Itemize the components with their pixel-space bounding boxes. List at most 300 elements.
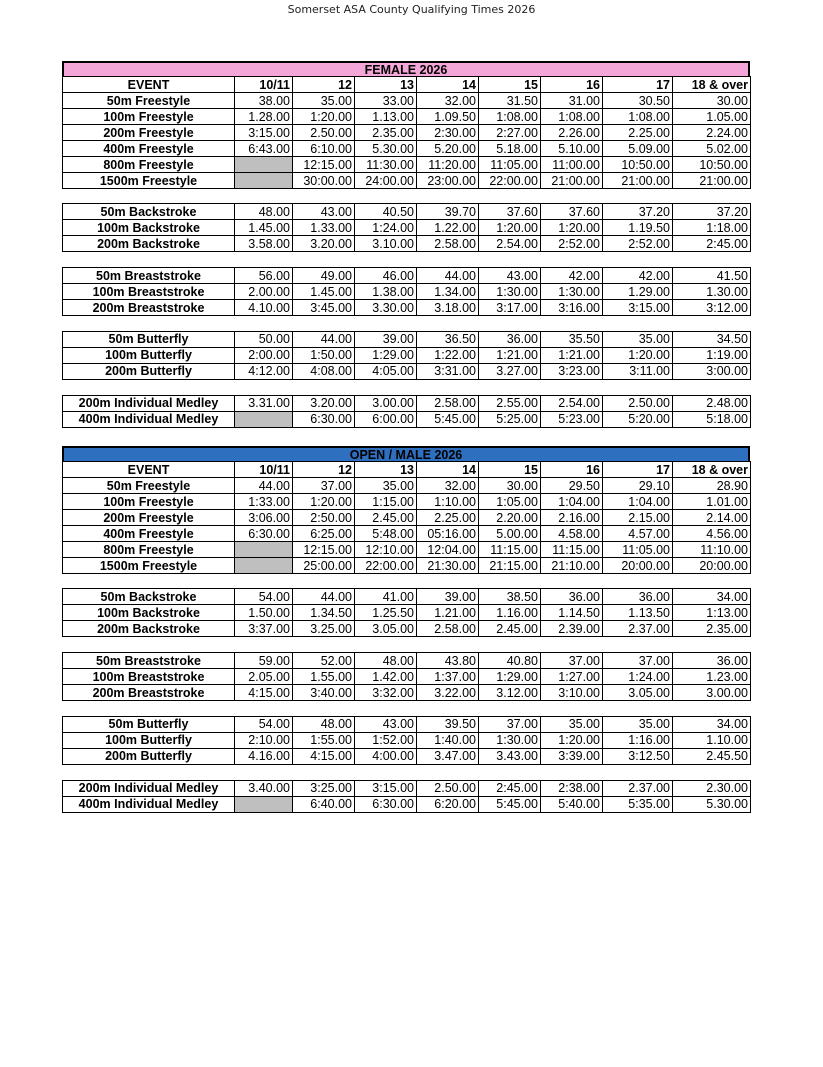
- table-row: [63, 780, 751, 796]
- column-header: 17: [603, 77, 673, 93]
- time-cell: 1.25.50: [355, 605, 417, 621]
- column-header: 18 & over: [673, 462, 751, 478]
- time-cell: 4.57.00: [603, 526, 673, 542]
- table-row: [63, 669, 751, 685]
- column-header: 17: [603, 462, 673, 478]
- event-name: 100m Breaststroke: [63, 669, 235, 685]
- time-cell: 1:19.00: [673, 347, 751, 363]
- time-cell: 5:48.00: [355, 526, 417, 542]
- event-name: 400m Freestyle: [63, 526, 235, 542]
- time-cell: 21:00.00: [603, 173, 673, 189]
- table-row: [63, 157, 751, 173]
- event-name: 100m Backstroke: [63, 605, 235, 621]
- time-cell: 46.00: [355, 268, 417, 284]
- time-cell: 3:12.00: [673, 300, 751, 316]
- time-cell: 2.45.00: [479, 621, 541, 637]
- table-row: [63, 558, 751, 574]
- header-row: [63, 462, 751, 478]
- time-cell: 37.00: [603, 653, 673, 669]
- table-row: [63, 347, 751, 363]
- time-cell: 36.00: [673, 653, 751, 669]
- time-cell: 1:27.00: [541, 669, 603, 685]
- time-cell: 39.00: [355, 331, 417, 347]
- time-cell: 3:37.00: [235, 621, 293, 637]
- time-cell: 3.31.00: [235, 395, 293, 411]
- time-cell: 4:05.00: [355, 363, 417, 379]
- time-cell: 3.12.00: [479, 685, 541, 701]
- time-cell: 1:04.00: [603, 494, 673, 510]
- time-cell: 36.00: [541, 589, 603, 605]
- time-cell: 35.00: [541, 716, 603, 732]
- time-cell: 3:31.00: [417, 363, 479, 379]
- time-cell: 59.00: [235, 653, 293, 669]
- time-cell: 20:00.00: [673, 558, 751, 574]
- time-cell: 2:00.00: [235, 347, 293, 363]
- event-name: 800m Freestyle: [63, 542, 235, 558]
- time-cell: 1:55.00: [293, 732, 355, 748]
- table-row: [63, 284, 751, 300]
- time-cell: 1:50.00: [293, 347, 355, 363]
- event-name: 50m Butterfly: [63, 716, 235, 732]
- time-cell: 3.05.00: [603, 685, 673, 701]
- time-cell: 39.70: [417, 204, 479, 220]
- time-cell: 3.00.00: [355, 395, 417, 411]
- time-cell: 54.00: [235, 716, 293, 732]
- event-name: 100m Breaststroke: [63, 284, 235, 300]
- time-cell: 2.58.00: [417, 395, 479, 411]
- table-row: [63, 732, 751, 748]
- time-cell: 54.00: [235, 589, 293, 605]
- time-cell: 37.00: [293, 478, 355, 494]
- time-cell: 1.45.00: [293, 284, 355, 300]
- table-row: [63, 93, 751, 109]
- table-row: [63, 236, 751, 252]
- time-cell: 37.20: [673, 204, 751, 220]
- table-row: [63, 331, 751, 347]
- time-cell: 3:06.00: [235, 510, 293, 526]
- time-cell: 4.56.00: [673, 526, 751, 542]
- time-cell: 29.50: [541, 478, 603, 494]
- table-row: [63, 748, 751, 764]
- event-name: 200m Breaststroke: [63, 685, 235, 701]
- time-cell: 5.30.00: [355, 141, 417, 157]
- time-cell: 10:50.00: [603, 157, 673, 173]
- event-name: 400m Individual Medley: [63, 796, 235, 812]
- time-cell: 6:20.00: [417, 796, 479, 812]
- time-cell: 20:00.00: [603, 558, 673, 574]
- time-cell: 10:50.00: [673, 157, 751, 173]
- time-cell: 2.26.00: [541, 125, 603, 141]
- time-cell: 2:38.00: [541, 780, 603, 796]
- time-cell: 1:24.00: [603, 669, 673, 685]
- time-cell: 1.13.00: [355, 109, 417, 125]
- time-cell: 6:30.00: [235, 526, 293, 542]
- column-header: 12: [293, 77, 355, 93]
- event-name: 1500m Freestyle: [63, 173, 235, 189]
- time-cell: 48.00: [355, 653, 417, 669]
- event-name: 50m Breaststroke: [63, 653, 235, 669]
- time-cell: 29.10: [603, 478, 673, 494]
- column-header: 14: [417, 77, 479, 93]
- time-cell: 4:15.00: [235, 685, 293, 701]
- table-row: [63, 268, 751, 284]
- time-cell: 41.00: [355, 589, 417, 605]
- time-cell: 1.34.50: [293, 605, 355, 621]
- time-cell: 2.05.00: [235, 669, 293, 685]
- time-cell: 21:00.00: [673, 173, 751, 189]
- time-cell: 3:15.00: [235, 125, 293, 141]
- time-cell: 1.34.00: [417, 284, 479, 300]
- document-title: Somerset ASA County Qualifying Times 2026: [287, 3, 536, 16]
- time-cell: 2.14.00: [673, 510, 751, 526]
- time-cell: 3:15.00: [355, 780, 417, 796]
- time-cell: 34.00: [673, 589, 751, 605]
- empty-cell: [235, 411, 293, 427]
- male-table-2: [62, 588, 751, 637]
- female-table-2: [62, 203, 751, 252]
- time-cell: 31.00: [541, 93, 603, 109]
- time-cell: 21:15.00: [479, 558, 541, 574]
- time-cell: 39.50: [417, 716, 479, 732]
- time-cell: 11:15.00: [479, 542, 541, 558]
- column-header: 12: [293, 462, 355, 478]
- time-cell: 1.23.00: [673, 669, 751, 685]
- time-cell: 1.10.00: [673, 732, 751, 748]
- table-row: [63, 494, 751, 510]
- time-cell: 1.14.50: [541, 605, 603, 621]
- time-cell: 12:15.00: [293, 157, 355, 173]
- time-cell: 38.00: [235, 93, 293, 109]
- time-cell: 11:10.00: [673, 542, 751, 558]
- time-cell: 1:22.00: [417, 347, 479, 363]
- column-header: EVENT: [63, 77, 235, 93]
- time-cell: 3.00.00: [673, 685, 751, 701]
- time-cell: 5.02.00: [673, 141, 751, 157]
- time-cell: 37.60: [541, 204, 603, 220]
- time-cell: 6:30.00: [293, 411, 355, 427]
- event-name: 400m Freestyle: [63, 141, 235, 157]
- time-cell: 2.37.00: [603, 780, 673, 796]
- time-cell: 2:30.00: [417, 125, 479, 141]
- time-cell: 24:00.00: [355, 173, 417, 189]
- time-cell: 35.00: [603, 716, 673, 732]
- time-cell: 1:13.00: [673, 605, 751, 621]
- event-name: 100m Backstroke: [63, 220, 235, 236]
- time-cell: 56.00: [235, 268, 293, 284]
- event-name: 100m Freestyle: [63, 109, 235, 125]
- time-cell: 1.19.50: [603, 220, 673, 236]
- time-cell: 21:00.00: [541, 173, 603, 189]
- table-row: [63, 605, 751, 621]
- time-cell: 3.20.00: [293, 395, 355, 411]
- time-cell: 25:00.00: [293, 558, 355, 574]
- time-cell: 3.27.00: [479, 363, 541, 379]
- time-cell: 6:10.00: [293, 141, 355, 157]
- table-row: [63, 526, 751, 542]
- table-row: [63, 125, 751, 141]
- time-cell: 1.09.50: [417, 109, 479, 125]
- time-cell: 2.48.00: [673, 395, 751, 411]
- time-cell: 3.43.00: [479, 748, 541, 764]
- table-row: [63, 716, 751, 732]
- time-cell: 2:45.00: [479, 780, 541, 796]
- male-table-3: [62, 652, 751, 701]
- table-row: [63, 363, 751, 379]
- table-row: [63, 411, 751, 427]
- time-cell: 2.50.00: [417, 780, 479, 796]
- time-cell: 43.00: [293, 204, 355, 220]
- female-table-1: [62, 76, 751, 189]
- event-name: 200m Backstroke: [63, 621, 235, 637]
- time-cell: 3.05.00: [355, 621, 417, 637]
- event-name: 400m Individual Medley: [63, 411, 235, 427]
- time-cell: 36.00: [603, 589, 673, 605]
- time-cell: 5:20.00: [603, 411, 673, 427]
- time-cell: 5.18.00: [479, 141, 541, 157]
- time-cell: 2.15.00: [603, 510, 673, 526]
- time-cell: 1:20.00: [293, 494, 355, 510]
- empty-cell: [235, 157, 293, 173]
- time-cell: 2.45.50: [673, 748, 751, 764]
- table-row: [63, 510, 751, 526]
- time-cell: 37.20: [603, 204, 673, 220]
- time-cell: 1.50.00: [235, 605, 293, 621]
- time-cell: 2.00.00: [235, 284, 293, 300]
- event-name: 200m Freestyle: [63, 510, 235, 526]
- time-cell: 30.00: [479, 478, 541, 494]
- time-cell: 6:00.00: [355, 411, 417, 427]
- time-cell: 2.58.00: [417, 236, 479, 252]
- time-cell: 40.80: [479, 653, 541, 669]
- column-header: 10/11: [235, 462, 293, 478]
- time-cell: 3.22.00: [417, 685, 479, 701]
- time-cell: 12:04.00: [417, 542, 479, 558]
- time-cell: 1:21.00: [479, 347, 541, 363]
- time-cell: 5:18.00: [673, 411, 751, 427]
- time-cell: 2:52.00: [541, 236, 603, 252]
- column-header: 14: [417, 462, 479, 478]
- time-cell: 6:25.00: [293, 526, 355, 542]
- time-cell: 1:15.00: [355, 494, 417, 510]
- time-cell: 30.00: [673, 93, 751, 109]
- time-cell: 48.00: [235, 204, 293, 220]
- time-cell: 2.55.00: [479, 395, 541, 411]
- time-cell: 2.45.00: [355, 510, 417, 526]
- time-cell: 1:24.00: [355, 220, 417, 236]
- time-cell: 39.00: [417, 589, 479, 605]
- time-cell: 37.00: [541, 653, 603, 669]
- time-cell: 42.00: [541, 268, 603, 284]
- time-cell: 36.00: [479, 331, 541, 347]
- female-table-5: [62, 395, 751, 428]
- table-row: [63, 141, 751, 157]
- time-cell: 43.00: [355, 716, 417, 732]
- time-cell: 6:43.00: [235, 141, 293, 157]
- time-cell: 35.00: [293, 93, 355, 109]
- time-cell: 23:00.00: [417, 173, 479, 189]
- time-cell: 3.58.00: [235, 236, 293, 252]
- time-cell: 1:30.00: [479, 284, 541, 300]
- time-cell: 1.16.00: [479, 605, 541, 621]
- time-cell: 1.29.00: [603, 284, 673, 300]
- time-cell: 5.30.00: [673, 796, 751, 812]
- time-cell: 1:04.00: [541, 494, 603, 510]
- event-name: 50m Backstroke: [63, 204, 235, 220]
- table-row: [63, 589, 751, 605]
- time-cell: 44.00: [293, 331, 355, 347]
- time-cell: 21:10.00: [541, 558, 603, 574]
- time-cell: 30.50: [603, 93, 673, 109]
- time-cell: 1:30.00: [479, 732, 541, 748]
- time-cell: 12:15.00: [293, 542, 355, 558]
- time-cell: 4.10.00: [235, 300, 293, 316]
- time-cell: 28.90: [673, 478, 751, 494]
- time-cell: 3:17.00: [479, 300, 541, 316]
- time-cell: 1:20.00: [603, 347, 673, 363]
- time-cell: 3:25.00: [293, 780, 355, 796]
- column-header: 16: [541, 462, 603, 478]
- column-header: 15: [479, 462, 541, 478]
- time-cell: 2.37.00: [603, 621, 673, 637]
- time-cell: 3:23.00: [541, 363, 603, 379]
- time-cell: 3.40.00: [235, 780, 293, 796]
- time-cell: 1:29.00: [479, 669, 541, 685]
- time-cell: 5:45.00: [417, 411, 479, 427]
- table-row: [63, 621, 751, 637]
- time-cell: 1:20.00: [293, 109, 355, 125]
- column-header: 10/11: [235, 77, 293, 93]
- time-cell: 22:00.00: [479, 173, 541, 189]
- time-cell: 2.20.00: [479, 510, 541, 526]
- time-cell: 1:08.00: [479, 109, 541, 125]
- empty-cell: [235, 796, 293, 812]
- time-cell: 3:00.00: [673, 363, 751, 379]
- time-cell: 43.00: [479, 268, 541, 284]
- time-cell: 1:20.00: [541, 220, 603, 236]
- time-cell: 1:08.00: [541, 109, 603, 125]
- time-cell: 1.38.00: [355, 284, 417, 300]
- time-cell: 21:30.00: [417, 558, 479, 574]
- time-cell: 1:10.00: [417, 494, 479, 510]
- event-name: 200m Breaststroke: [63, 300, 235, 316]
- empty-cell: [235, 173, 293, 189]
- table-row: [63, 478, 751, 494]
- table-row: [63, 395, 751, 411]
- time-cell: 12:10.00: [355, 542, 417, 558]
- event-name: 1500m Freestyle: [63, 558, 235, 574]
- time-cell: 2.39.00: [541, 621, 603, 637]
- time-cell: 3:10.00: [541, 685, 603, 701]
- time-cell: 2.25.00: [417, 510, 479, 526]
- time-cell: 3:15.00: [603, 300, 673, 316]
- time-cell: 3.10.00: [355, 236, 417, 252]
- female-table-4: [62, 331, 751, 380]
- time-cell: 1:05.00: [479, 494, 541, 510]
- time-cell: 1.30.00: [673, 284, 751, 300]
- time-cell: 1:29.00: [355, 347, 417, 363]
- time-cell: 1.22.00: [417, 220, 479, 236]
- event-name: 800m Freestyle: [63, 157, 235, 173]
- time-cell: 5:35.00: [603, 796, 673, 812]
- column-header: 15: [479, 77, 541, 93]
- time-cell: 37.00: [479, 716, 541, 732]
- time-cell: 1.01.00: [673, 494, 751, 510]
- time-cell: 4:08.00: [293, 363, 355, 379]
- time-cell: 1:37.00: [417, 669, 479, 685]
- time-cell: 37.60: [479, 204, 541, 220]
- time-cell: 1.21.00: [417, 605, 479, 621]
- time-cell: 11:05.00: [479, 157, 541, 173]
- table-row: [63, 542, 751, 558]
- time-cell: 5:45.00: [479, 796, 541, 812]
- time-cell: 4.58.00: [541, 526, 603, 542]
- time-cell: 1.05.00: [673, 109, 751, 125]
- time-cell: 3:12.50: [603, 748, 673, 764]
- event-name: 200m Butterfly: [63, 363, 235, 379]
- time-cell: 4:12.00: [235, 363, 293, 379]
- event-name: 50m Backstroke: [63, 589, 235, 605]
- time-cell: 4:00.00: [355, 748, 417, 764]
- time-cell: 6:40.00: [293, 796, 355, 812]
- time-cell: 5:23.00: [541, 411, 603, 427]
- time-cell: 2.35.00: [673, 621, 751, 637]
- event-name: 100m Freestyle: [63, 494, 235, 510]
- table-row: [63, 653, 751, 669]
- female-table-3: [62, 267, 751, 316]
- time-cell: 1.45.00: [235, 220, 293, 236]
- time-cell: 2:45.00: [673, 236, 751, 252]
- time-cell: 32.00: [417, 478, 479, 494]
- table-row: [63, 685, 751, 701]
- time-cell: 2:50.00: [293, 510, 355, 526]
- time-cell: 5:25.00: [479, 411, 541, 427]
- time-cell: 1:52.00: [355, 732, 417, 748]
- time-cell: 48.00: [293, 716, 355, 732]
- event-name: 200m Freestyle: [63, 125, 235, 141]
- time-cell: 3:16.00: [541, 300, 603, 316]
- header-row: [63, 77, 751, 93]
- empty-cell: [235, 542, 293, 558]
- time-cell: 1.55.00: [293, 669, 355, 685]
- time-cell: 11:20.00: [417, 157, 479, 173]
- time-cell: 1.42.00: [355, 669, 417, 685]
- time-cell: 3.20.00: [293, 236, 355, 252]
- time-cell: 3:32.00: [355, 685, 417, 701]
- time-cell: 11:15.00: [541, 542, 603, 558]
- time-cell: 1:30.00: [541, 284, 603, 300]
- time-cell: 11:00.00: [541, 157, 603, 173]
- event-name: 200m Individual Medley: [63, 780, 235, 796]
- event-name: 50m Freestyle: [63, 93, 235, 109]
- time-cell: 1:08.00: [603, 109, 673, 125]
- time-cell: 4:15.00: [293, 748, 355, 764]
- column-header: 18 & over: [673, 77, 751, 93]
- time-cell: 11:30.00: [355, 157, 417, 173]
- time-cell: 36.50: [417, 331, 479, 347]
- table-row: [63, 220, 751, 236]
- time-cell: 2:27.00: [479, 125, 541, 141]
- time-cell: 32.00: [417, 93, 479, 109]
- column-header: EVENT: [63, 462, 235, 478]
- event-name: 50m Butterfly: [63, 331, 235, 347]
- time-cell: 40.50: [355, 204, 417, 220]
- time-cell: 38.50: [479, 589, 541, 605]
- empty-cell: [235, 558, 293, 574]
- time-cell: 35.50: [541, 331, 603, 347]
- time-cell: 3:40.00: [293, 685, 355, 701]
- event-name: 50m Freestyle: [63, 478, 235, 494]
- table-row: [63, 796, 751, 812]
